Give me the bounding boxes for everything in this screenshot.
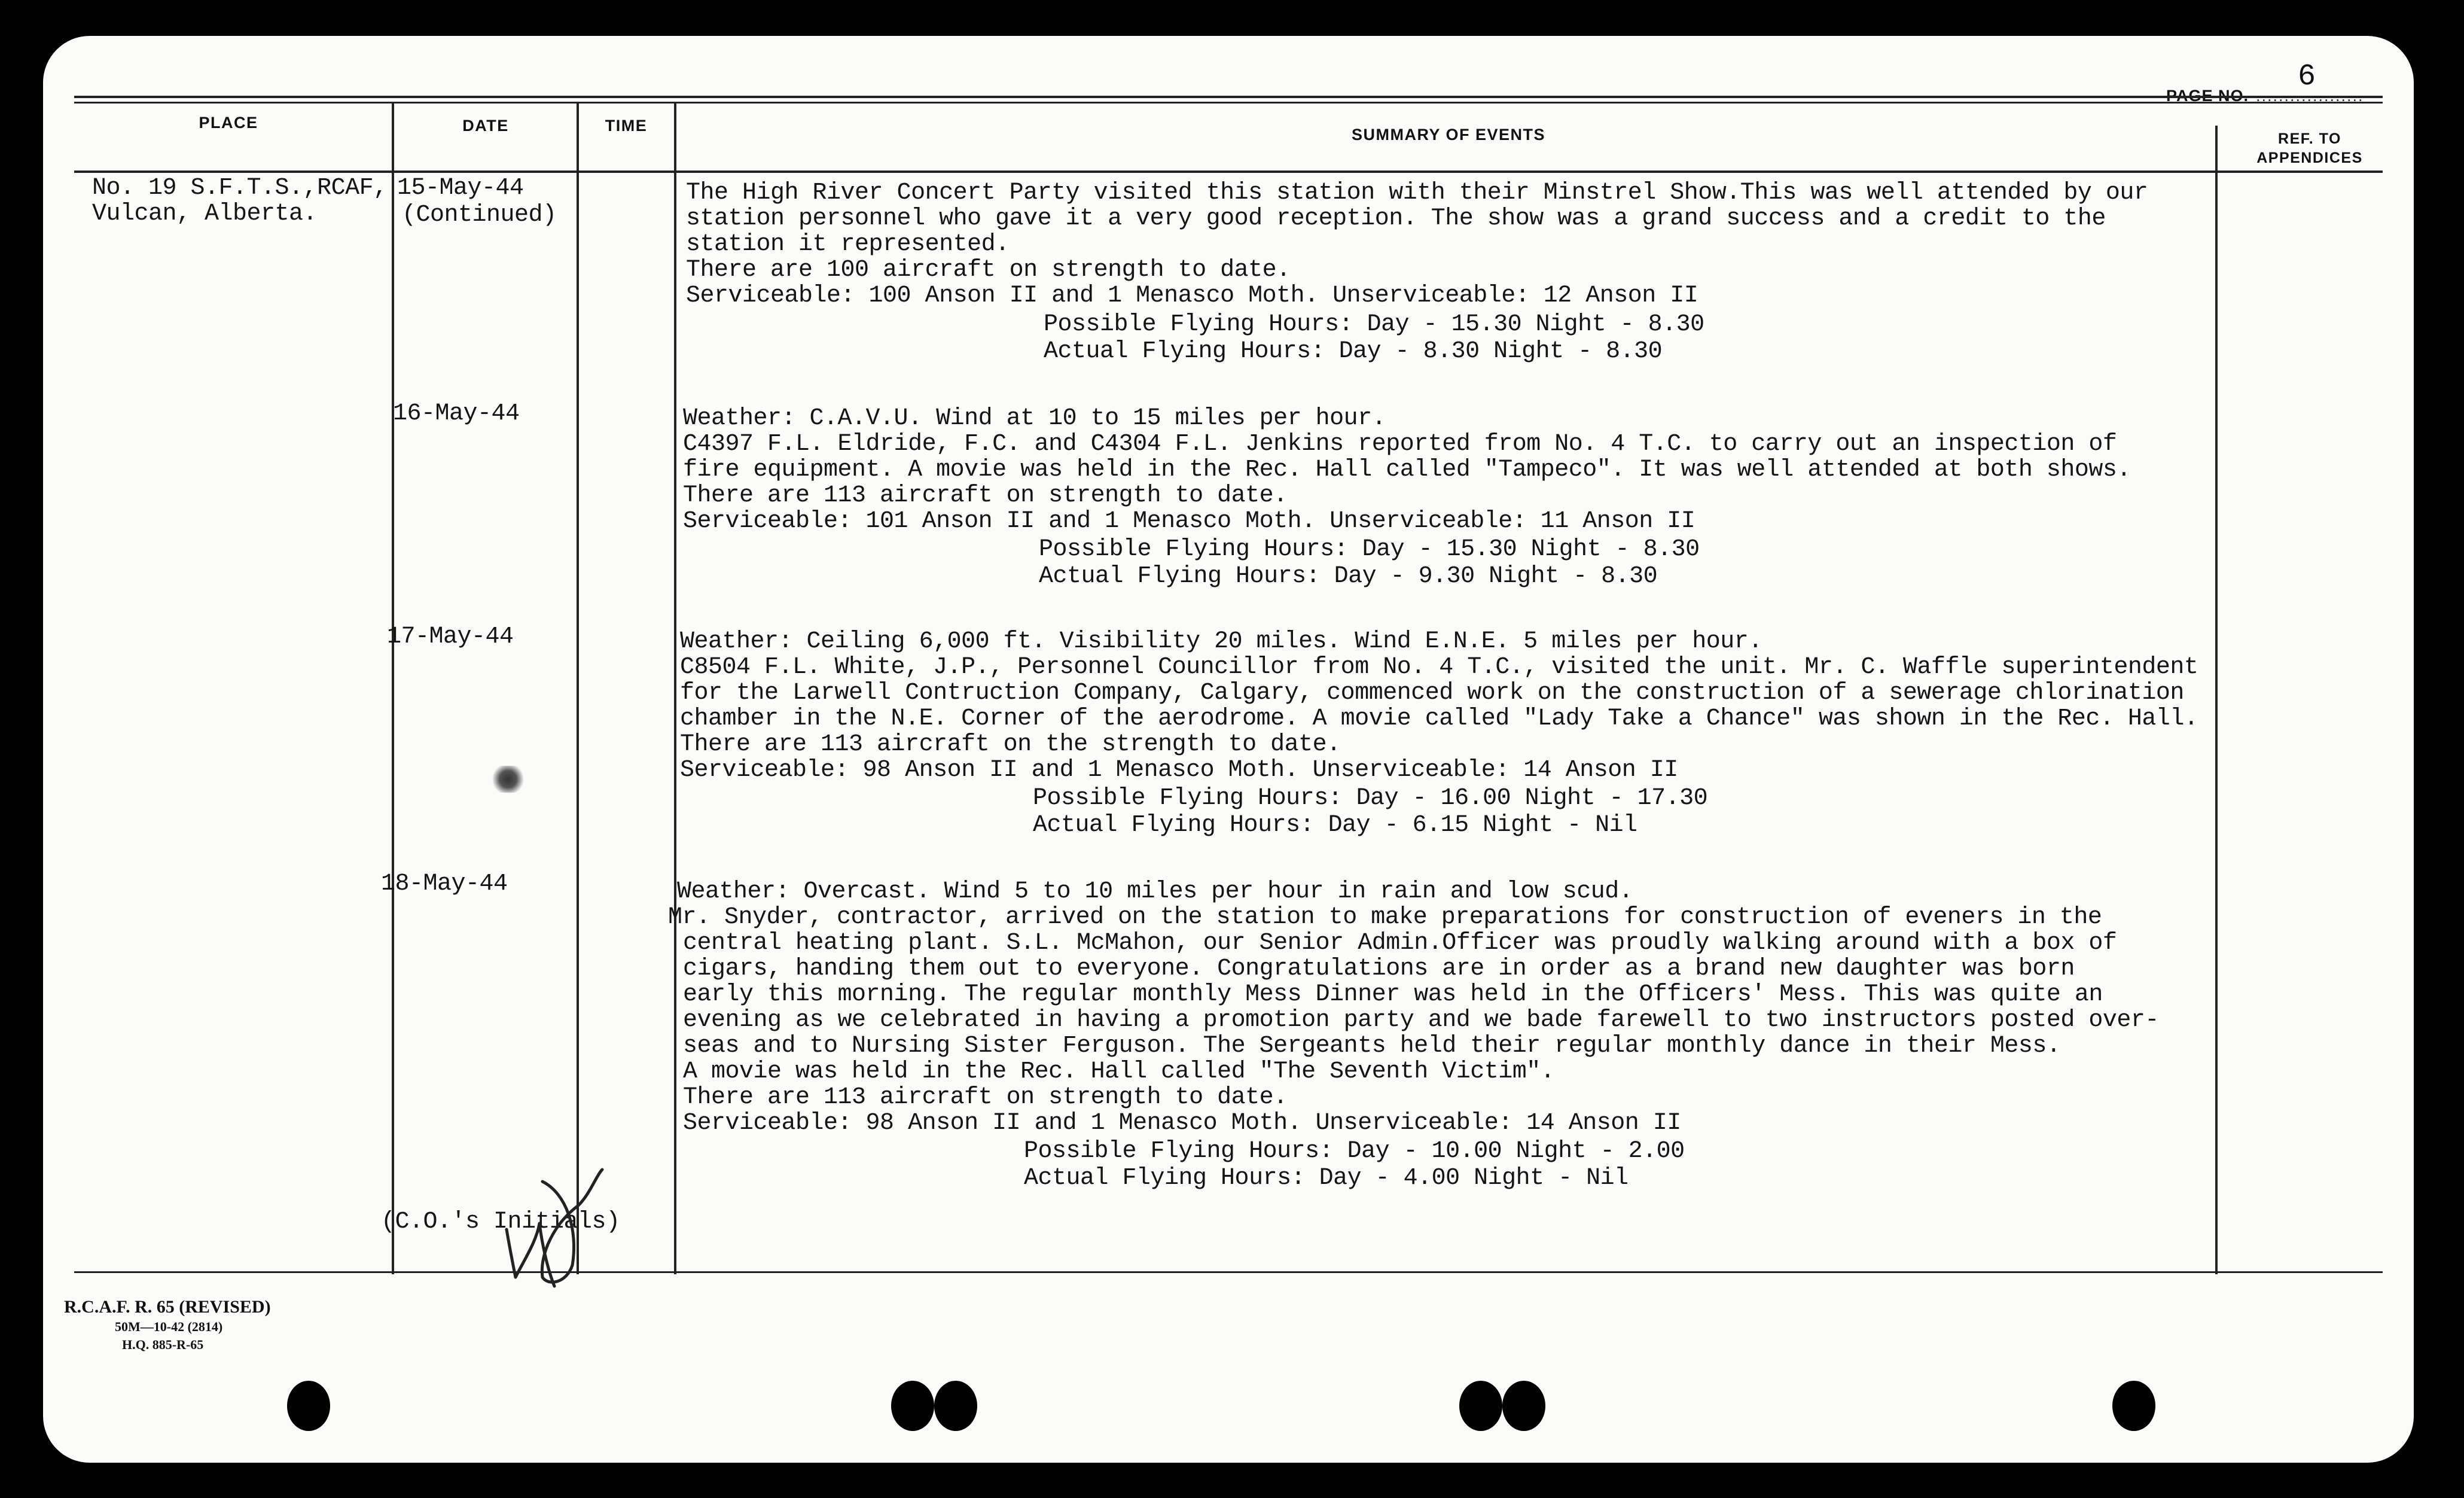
entry-18-may-possible-hours: Possible Flying Hours: Day - 10.00 Night - 2.00	[1024, 1138, 1685, 1165]
entry-18-may-actual-hours: Actual Flying Hours: Day - 4.00 Night - Nil	[1024, 1165, 1629, 1192]
entry-18-may-line: A movie was held in the Rec. Hall called "The Seventh Victim".	[683, 1058, 1555, 1085]
form-number: R.C.A.F. R. 65 (REVISED)	[64, 1297, 271, 1317]
header-ref-line1: REF. TO	[2278, 130, 2341, 147]
entry-16-may-possible-hours: Possible Flying Hours: Day - 15.30 Night - 8.30	[1039, 536, 1700, 563]
entry-15-may-line: The High River Concert Party visited this station with their Minstrel Show.This was well attended by our	[686, 179, 2148, 206]
entry-17-may-line: C8504 F.L. White, J.P., Personnel Councillor from No. 4 T.C., visited the unit. Mr. C. Waffle superintendent	[680, 654, 2198, 681]
entry-18-may-line: early this morning. The regular monthly Mess Dinner was held in the Officers' Mess. This was quite an	[683, 981, 2103, 1008]
header-rule-top	[74, 96, 2383, 98]
date-15-may: 15-May-44	[397, 175, 524, 202]
entry-18-may-line: central heating plant. S.L. McMahon, our Senior Admin.Officer was proudly walking around with a box of	[683, 930, 2117, 957]
entry-16-may-line: C4397 F.L. Eldride, F.C. and C4304 F.L. Jenkins reported from No. 4 T.C. to carry out an inspection of	[683, 431, 2117, 458]
header-rule-top-2	[74, 102, 2383, 103]
entry-18-may-line: seas and to Nursing Sister Ferguson. The Sergeants held their regular monthly dance in their Mess.	[683, 1033, 2061, 1059]
form-hq-code: H.Q. 885-R-65	[122, 1337, 204, 1352]
entry-16-may-line: Serviceable: 101 Anson II and 1 Menasco Moth. Unserviceable: 11 Anson II	[683, 508, 1695, 535]
punch-hole	[2112, 1381, 2155, 1431]
form-print-code: 50M—10-42 (2814)	[115, 1319, 223, 1334]
co-initials-signature	[483, 1158, 614, 1295]
entry-17-may-actual-hours: Actual Flying Hours: Day - 6.15 Night - Nil	[1033, 812, 1637, 839]
entry-18-may-line: There are 113 aircraft on strength to date.	[683, 1084, 1288, 1111]
entry-17-may-possible-hours: Possible Flying Hours: Day - 16.00 Night - 17.30	[1033, 785, 1708, 812]
entry-15-may-line: station it represented.	[686, 231, 1010, 258]
column-divider-place	[392, 102, 394, 1274]
punch-hole	[934, 1381, 977, 1431]
co-initials-label: (C.O.'s Initials)	[381, 1208, 620, 1235]
entry-15-may-line: Serviceable: 100 Anson II and 1 Menasco Moth. Unserviceable: 12 Anson II	[686, 282, 1698, 309]
entry-16-may-line: Weather: C.A.V.U. Wind at 10 to 15 miles per hour.	[683, 405, 1386, 432]
entry-17-may-line: Serviceable: 98 Anson II and 1 Menasco Moth. Unserviceable: 14 Anson II	[680, 757, 1678, 784]
footer-rule	[74, 1271, 2383, 1273]
entry-16-may-line: fire equipment. A movie was held in the Rec. Hall called "Tampeco". It was well attended at both shows.	[683, 456, 2131, 483]
column-divider-summary	[2215, 126, 2218, 1274]
ink-smudge	[492, 766, 524, 793]
entry-17-may-line: There are 113 aircraft on the strength to date.	[680, 731, 1341, 758]
entry-16-may-line: There are 113 aircraft on strength to date.	[683, 482, 1288, 509]
punch-hole	[1459, 1381, 1502, 1431]
entry-18-may-line: Weather: Overcast. Wind 5 to 10 miles per hour in rain and low scud.	[677, 878, 1633, 905]
punch-hole	[287, 1381, 330, 1431]
entry-18-may-line: cigars, handing them out to everyone. Congratulations are in order as a brand new daughter was born	[683, 955, 2075, 982]
column-divider-date	[577, 102, 579, 1274]
entry-18-may-line: Serviceable: 98 Anson II and 1 Menasco Moth. Unserviceable: 14 Anson II	[683, 1110, 1681, 1137]
column-divider-time	[674, 102, 676, 1274]
date-15-may-note: (Continued)	[402, 202, 557, 229]
punch-hole	[891, 1381, 934, 1431]
entry-17-may-line: chamber in the N.E. Corner of the aerodrome. A movie called "Lady Take a Chance" was shown in the Rec. Hall.	[680, 705, 2198, 732]
header-summary: SUMMARY OF EVENTS	[1351, 126, 1546, 144]
entry-18-may-line: evening as we celebrated in having a promotion party and we bade farewell to two instructors posted over-	[683, 1007, 2159, 1034]
place-line-1: No. 19 S.F.T.S.,RCAF,	[92, 175, 388, 202]
date-16-may: 16-May-44	[393, 400, 520, 427]
header-time: TIME	[605, 117, 648, 135]
entry-16-may-actual-hours: Actual Flying Hours: Day - 9.30 Night - 8.30	[1039, 563, 1658, 590]
header-place: PLACE	[199, 114, 258, 132]
entry-15-may-line: There are 100 aircraft on strength to date.	[686, 257, 1291, 284]
entry-15-may-possible-hours: Possible Flying Hours: Day - 15.30 Night - 8.30	[1044, 311, 1704, 338]
entry-17-may-line: Weather: Ceiling 6,000 ft. Visibility 20 miles. Wind E.N.E. 5 miles per hour.	[680, 628, 1762, 655]
header-rule-bottom	[74, 170, 2383, 173]
entry-15-may-line: station personnel who gave it a very good reception. The show was a grand success and a credit to the	[686, 205, 2106, 232]
date-17-may: 17-May-44	[387, 623, 514, 650]
page-number-value: 6	[2298, 60, 2316, 94]
header-ref-line2: APPENDICES	[2256, 150, 2363, 166]
date-18-may: 18-May-44	[381, 870, 508, 897]
entry-18-may-line: Mr. Snyder, contractor, arrived on the station to make preparations for construction of eveners in the	[668, 904, 2102, 931]
header-date: DATE	[462, 117, 509, 135]
log-sheet	[43, 36, 2414, 1463]
punch-hole	[1502, 1381, 1545, 1431]
entry-17-may-line: for the Larwell Contruction Company, Calgary, commenced work on the construction of a sewerage chlorination	[680, 680, 2184, 707]
place-line-2: Vulcan, Alberta.	[92, 200, 318, 227]
entry-15-may-actual-hours: Actual Flying Hours: Day - 8.30 Night - 8.30	[1044, 338, 1663, 365]
